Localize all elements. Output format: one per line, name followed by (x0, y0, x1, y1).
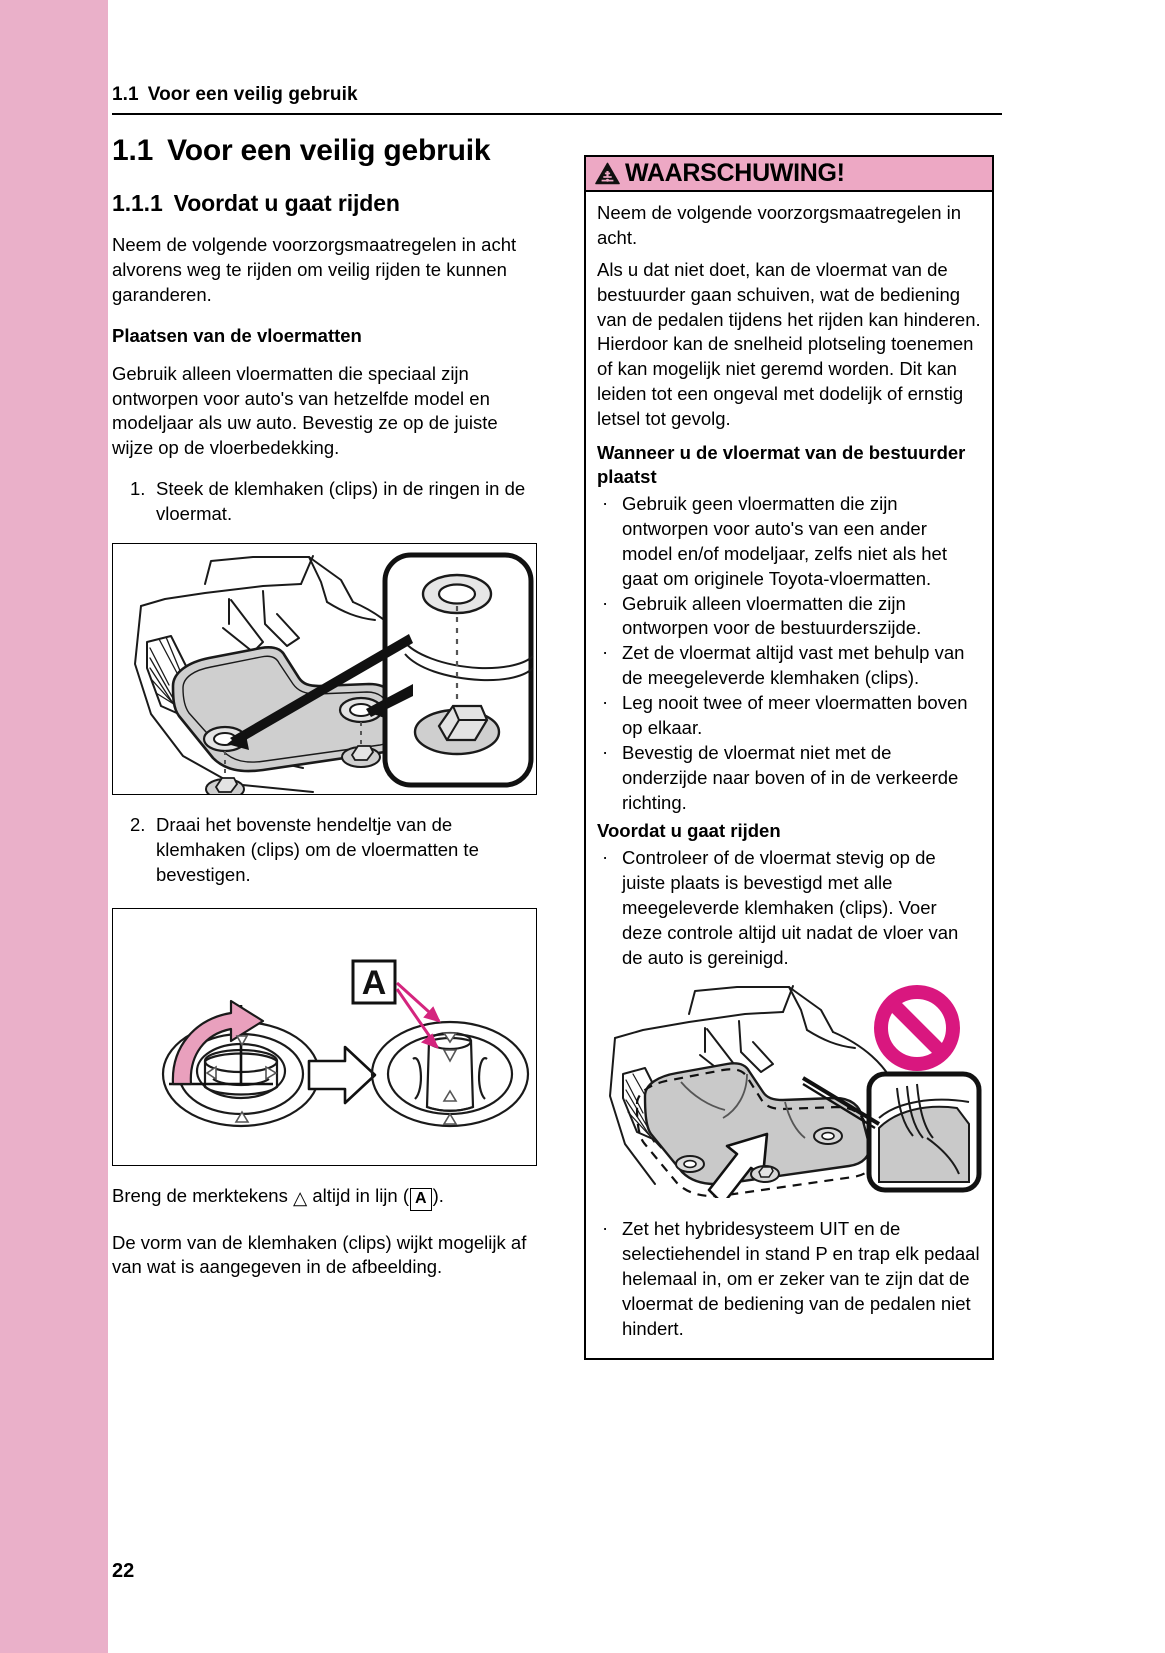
subsection-heading (112, 190, 537, 217)
warning-box-header (586, 157, 992, 192)
marks-caption-before: Breng de merktekens (112, 1184, 288, 1206)
step-number: 2. (130, 813, 146, 835)
page-number: 22 (112, 1560, 135, 1582)
warning-triangle-icon (595, 162, 620, 185)
step-text: Draai het bovenste hendeltje van de klemhaken (clips) om de vloermatten te bevestigen. (156, 813, 479, 885)
warning-group-1-heading: Wanneer u de vloermat van de bestuurder plaatst (597, 441, 966, 488)
incorrect-mat-placement-illustration (597, 978, 983, 1198)
bullet-icon: · (602, 740, 609, 762)
running-header (112, 84, 1002, 115)
warning-group-1-bullets (597, 492, 981, 815)
running-header-number: 1.1 (112, 84, 139, 105)
warning-group-2-heading: Voordat u gaat rijden (597, 820, 781, 842)
step-item (112, 477, 537, 527)
steps-list-2 (112, 813, 537, 888)
section-heading-number: 1.1 (112, 134, 154, 167)
warning-risk-paragraph: Als u dat niet doet, kan de vloermat van de bestuurder gaan schuiven, wat de bediening van de pedalen tijdens het rijden kan hinderen. Hierdoor kan de snelheid plotseling toenemen of kan mogelijk niet geremd worden. Dit kan leiden tot een ongeval met dodelijk of ernstig letsel tot gevolg. (597, 258, 981, 429)
marks-caption (112, 1184, 537, 1211)
subsection-heading-title: Voordat u gaat rijden (173, 190, 400, 216)
right-column (584, 155, 994, 1360)
page-content (108, 0, 1165, 1653)
bullet-icon: · (602, 591, 609, 613)
triangle-mark-glyph: △ (292, 1186, 308, 1208)
mats-heading: Plaatsen van de vloermatten (112, 324, 362, 346)
list-item (597, 846, 981, 970)
list-item (597, 492, 981, 592)
steps-list-1 (112, 477, 537, 527)
bullet-icon: · (602, 846, 609, 868)
no-entry-icon (881, 992, 953, 1064)
closing-paragraph: De vorm van de klemhaken (clips) wijkt mogelijk af van wat is aangegeven in de afbeelding. (112, 1231, 527, 1278)
list-item-text: Gebruik geen vloermatten die zijn ontworpen voor auto's van een ander model en/of modeljaar, zelfs niet als het gaat om originele Toyota-vloermatten. (622, 493, 947, 589)
list-item-text: Zet het hybridesysteem UIT en de selectiehendel in stand P en trap elk pedaal helemaal in, om er zeker van te zijn dat de vloermat de bediening van de pedalen niet hindert. (622, 1218, 980, 1339)
warning-group-2-bullets-after (597, 1217, 981, 1341)
step-item (112, 813, 537, 888)
warning-box-body (586, 192, 992, 1358)
bullet-icon: · (602, 691, 609, 713)
running-header-title: Voor een veilig gebruik (147, 84, 358, 105)
intro-paragraph: Neem de volgende voorzorgsmaatregelen in acht alvorens weg te rijden om veilig rijden te kunnen garanderen. (112, 234, 517, 305)
step-text: Steek de klemhaken (clips) in de ringen in de vloermat. (156, 478, 526, 525)
figure-floor-mat-clips (112, 543, 537, 795)
list-item-text: Controleer of de vloermat stevig op de juiste plaats is bevestigd met alle meegeleverde klemhaken (clips). Voer deze controle altijd uit nadat de vloer van de auto is gereinigd. (622, 847, 959, 968)
list-item-text: Leg nooit twee of meer vloermatten boven op elkaar. (622, 692, 968, 738)
section-heading-title: Voor een veilig gebruik (167, 134, 491, 167)
warning-intro: Neem de volgende voorzorgsmaatregelen in acht. (597, 202, 962, 248)
marks-caption-middle: altijd in lijn ( (312, 1184, 410, 1206)
callout-a-box: A (410, 1188, 432, 1211)
mats-paragraph: Gebruik alleen vloermatten die speciaal zijn ontworpen voor auto's van hetzelfde model en modeljaar als uw auto. Bevestig ze op de juiste wijze op de vloerbedekking. (112, 362, 498, 459)
bullet-icon: · (602, 492, 609, 514)
warning-box-title: WAARSCHUWING! (625, 158, 845, 187)
list-item-text: Gebruik alleen vloermatten die zijn ontworpen voor de bestuurderszijde. (622, 592, 922, 639)
page-sheet (108, 0, 1165, 1653)
clip-lever-rotation-illustration (113, 909, 534, 1165)
list-item-text: Bevestig de vloermat niet met de onderzijde naar boven of in de verkeerde richting. (622, 741, 959, 813)
warning-box (584, 155, 994, 1360)
subsection-heading-number: 1.1.1 (112, 190, 163, 216)
list-item-text: Zet de vloermat altijd vast met behulp van de meegeleverde klemhaken (clips). (622, 642, 965, 689)
floor-mat-clip-rings-illustration (113, 544, 534, 794)
list-item (597, 1217, 981, 1341)
list-item (597, 691, 981, 741)
list-item (597, 741, 981, 816)
marks-caption-after: ). (432, 1184, 444, 1206)
figure-clip-rotation (112, 908, 537, 1166)
figure-incorrect-placement (597, 978, 981, 1203)
bullet-icon: · (602, 641, 609, 663)
warning-group-2-bullets-before (597, 846, 981, 970)
list-item (597, 592, 981, 642)
section-heading (112, 134, 537, 168)
bullet-icon: · (602, 1217, 609, 1239)
left-column (112, 134, 537, 1296)
list-item (597, 641, 981, 691)
step-number: 1. (130, 478, 146, 500)
svg-text:A: A (361, 963, 387, 1002)
